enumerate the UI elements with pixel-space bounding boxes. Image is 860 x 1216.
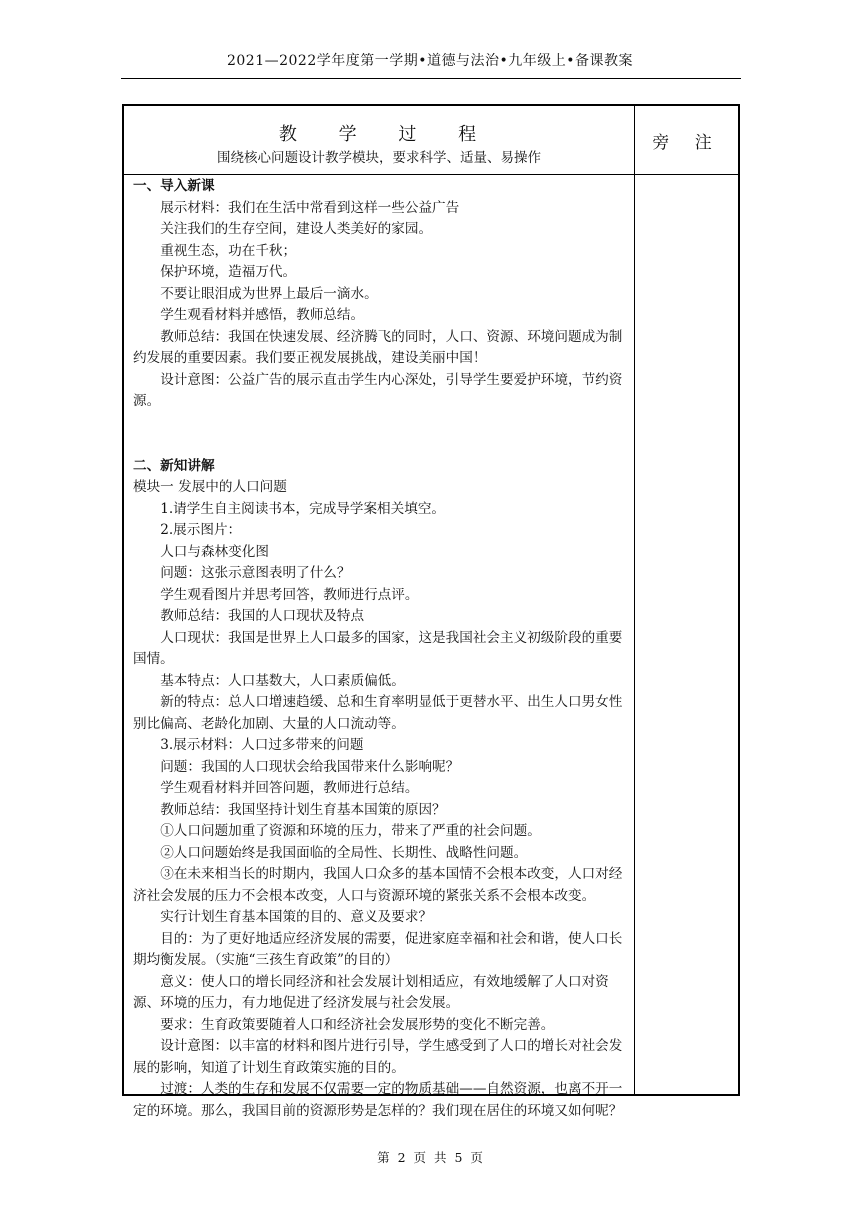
table-subtitle: 围绕核心问题设计教学模块，要求科学、适量、易操作 — [217, 150, 541, 166]
column-divider — [634, 106, 635, 1094]
section-heading: 二、新知讲解 — [133, 457, 215, 474]
paragraph: 问题：这张示意图表明了什么？ — [160, 565, 351, 581]
module-heading: 模块一 发展中的人口问题 — [133, 479, 287, 495]
paragraph: 问题：我国的人口现状会给我国带来什么影响呢？ — [160, 758, 460, 775]
paragraph: ③在未来相当长的时期内，我国人口众多的基本国情不会根本改变，人口对经济社会发展的压力不会根本改变，人口与资源环境的紧张关系不会根本改变。 — [133, 866, 623, 904]
paragraph: 教师总结：我国的人口现状及特点 — [160, 608, 365, 624]
side-notes-title: 旁 注 — [652, 133, 722, 153]
paragraph: 设计意图：以丰富的材料和图片进行引导，学生感受到了人口的增长对社会发展的影响，知道了计划生育政策实施的目的。 — [133, 1038, 623, 1076]
spacer — [133, 413, 629, 456]
paragraph: 要求：生育政策要随着人口和经济社会发展形势的变化不断完善。 — [160, 1016, 555, 1033]
paragraph: 意义：使人口的增长同经济和社会发展计划相适应，有效地缓解了人口对资源、环境的压力，有力地促进了经济发展与社会发展。 — [133, 973, 609, 1011]
lesson-content — [133, 176, 629, 1122]
section-heading: 一、导入新课 — [133, 178, 215, 194]
paragraph: 学生观看材料并回答问题，教师进行总结。 — [160, 780, 419, 796]
paragraph: 3.展示材料：人口过多带来的问题 — [160, 737, 364, 753]
paragraph: 2.展示图片： — [160, 522, 242, 538]
paragraph: 展示材料：我们在生活中常看到这样一些公益广告 — [160, 199, 460, 216]
header-rule — [121, 78, 741, 79]
paragraph: 保护环境，造福万代。 — [160, 264, 297, 280]
paragraph: 人口与森林变化图 — [160, 543, 269, 560]
paragraph: 教师总结：我国坚持计划生育基本国策的原因？ — [160, 801, 446, 818]
paragraph: 基本特点：人口基数大，人口素质偏低。 — [160, 672, 405, 689]
paragraph: 设计意图：公益广告的展示直击学生内心深处，引导学生要爱护环境，节约资源。 — [133, 371, 623, 409]
paragraph: 学生观看材料并感悟，教师总结。 — [160, 307, 365, 323]
header-row-divider — [124, 174, 738, 175]
page-footer: 第 2 页 共 5 页 — [377, 1150, 483, 1165]
paragraph: 新的特点：总人口增速趋缓、总和生育率明显低于更替水平、出生人口男女性别比偏高、老龄化加剧、大量的人口流动等。 — [133, 694, 623, 732]
paragraph: 1.请学生自主阅读书本，完成导学案相关填空。 — [160, 500, 446, 517]
paragraph: 目的：为了更好地适应经济发展的需要，促进家庭幸福和社会和谐，使人口长期均衡发展。（实施“三孩生育政策”的目的） — [133, 930, 623, 968]
paragraph: 不要让眼泪成为世界上最后一滴水。 — [160, 285, 378, 302]
lesson-table — [122, 104, 740, 1119]
paragraph: 实行计划生育基本国策的目的、意义及要求？ — [160, 909, 433, 925]
table-title: 教 学 过 程 — [278, 124, 480, 145]
page-header: 2021—2022学年度第一学期•道德与法治•九年级上•备课教案 — [226, 53, 634, 69]
paragraph: 关注我们的生存空间，建设人类美好的家园。 — [160, 221, 433, 237]
paragraph: 过渡：人类的生存和发展不仅需要一定的物质基础——自然资源，也离不开一定的环境。那么，我国目前的资源形势是怎样的？我们现在居住的环境又如何呢？ — [133, 1081, 623, 1119]
paragraph: ②人口问题始终是我国面临的全局性、长期性、战略性问题。 — [160, 844, 528, 861]
paragraph: 人口现状：我国是世界上人口最多的国家，这是我国社会主义初级阶段的重要国情。 — [133, 629, 623, 667]
paragraph: 教师总结：我国在快速发展、经济腾飞的同时，人口、资源、环境问题成为制约发展的重要因素。我们要正视发展挑战，建设美丽中国！ — [133, 328, 623, 366]
paragraph: ①人口问题加重了资源和环境的压力，带来了严重的社会问题。 — [160, 823, 541, 839]
paragraph: 学生观看图片并思考回答，教师进行点评。 — [160, 586, 419, 603]
paragraph: 重视生态，功在千秋； — [160, 242, 297, 259]
